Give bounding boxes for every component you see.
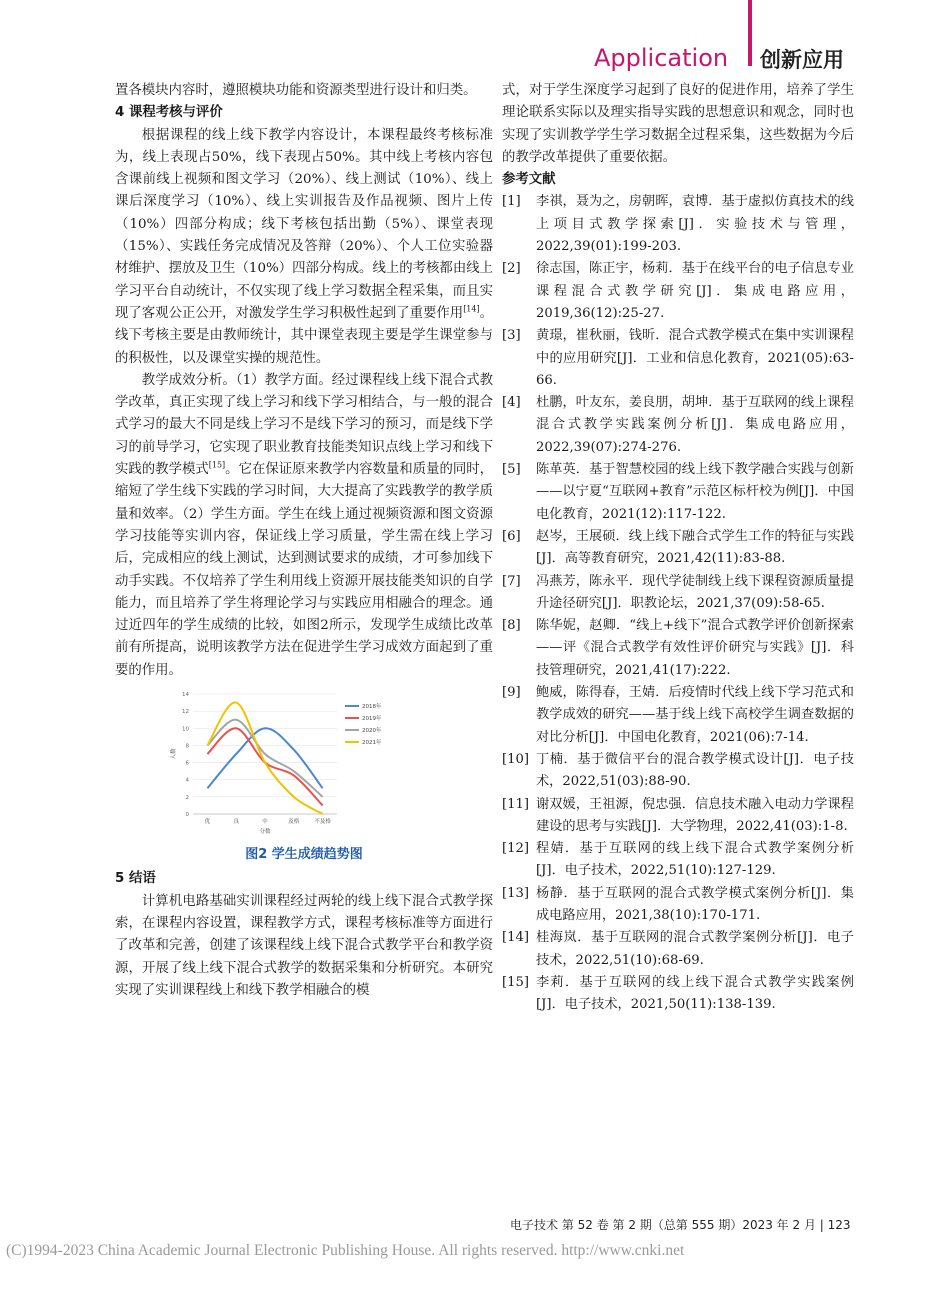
reference-item <box>502 615 854 682</box>
reference-text: 杜鹏，叶友东，姜良朋，胡坤．基于互联网的线上课程混合式教学实践案例分析[J]．集成电路应用，2022,39(07):274-276. <box>536 395 854 455</box>
header-section-en: Application <box>594 44 729 72</box>
y-tick-label: 0 <box>185 812 189 819</box>
copyright-watermark: (C)1994-2023 China Academic Journal Electronic Publishing House. All rights reserved. http://www.cnki.net <box>6 1242 685 1259</box>
reference-text: 李祺，聂为之，房朝晖，袁博．基于虚拟仿真技术的线上项目式教学探索[J]．实验技术与管理，2022,39(01):199-203. <box>536 194 854 255</box>
reference-item <box>502 972 854 1017</box>
reference-number: [14] <box>502 930 530 946</box>
reference-number: [10] <box>502 751 530 767</box>
reference-text: 鲍威，陈得春，王婧．后疫情时代线上线下学习范式和教学成效的研究——基于线上线下高校学生调查数据的对比分析[J]．中国电化教育，2021(06):7-14. <box>536 685 854 745</box>
header-section-zh: 创新应用 <box>760 48 844 72</box>
x-tick-label: 及格 <box>288 819 300 826</box>
y-tick-label: 2 <box>185 794 189 801</box>
y-axis-label: 人数 <box>171 748 177 760</box>
paragraph-assessment: 根据课程的线上线下教学内容设计，本课程最终考核标准为，线上表现占50%，线下表现占50%。其中线上考核内容包含课前线上视频和图文学习（20%）、线上测试（10%）、线上课后深度学习（10%）、线上实训报告及作品视频、图片上传（10%）四部分构成；线下考核包括出勤（5%）、课堂表现（15%）、实践任务完成情况及答辩（20%）、个人工位实验器材维护、摆放及卫生（10%）四部分构成。线上的考核都由线上学习平台自动统计，不仅实现了线上学习数据全程采集，而且实现了客观公正公开，对激发学生学习积极性起到了重要作用[14]。线下考核主要是由教师统计，其中课堂表现主要是学生课堂参与的积极性，以及课堂实操的规范性。 <box>115 127 494 366</box>
trend-chart <box>167 686 407 842</box>
x-axis-label: 分数 <box>259 829 271 836</box>
reference-item <box>502 838 854 883</box>
reference-text: 徐志国，陈正宇，杨莉．基于在线平台的电子信息专业课程混合式教学研究[J]．集成电路应用，2019,36(12):25-27. <box>536 261 854 321</box>
reference-item <box>502 749 854 794</box>
reference-text: 陈革英．基于智慧校园的线上线下教学融合实践与创新——以宁夏“互联网+教育”示范区标杆校为例[J]．中国电化教育，2021(12):117-122. <box>536 462 854 522</box>
reference-number: [8] <box>502 618 521 634</box>
x-tick-label: 不及格 <box>314 819 331 826</box>
paragraph-continued: 置各模块内容时，遵照模块功能和资源类型进行设计和归类。 <box>115 83 477 98</box>
reference-text: 谢双媛，王祖源，倪忠强．信息技术融入电动力学课程建设的思考与实践[J]．大学物理，2022,41(03):1-8. <box>536 796 854 834</box>
y-tick-label: 8 <box>185 743 189 750</box>
reference-item <box>502 571 854 616</box>
reference-item <box>502 258 854 325</box>
reference-list <box>502 191 854 1016</box>
reference-text: 程婧．基于互联网的线上线下混合式教学案例分析[J]．电子技术，2022,51(10):127-129. <box>536 841 854 879</box>
reference-item <box>502 927 854 972</box>
reference-number: [12] <box>502 841 530 857</box>
reference-item <box>502 325 854 392</box>
reference-text: 冯燕芳，陈永平．现代学徒制线上线下课程资源质量提升途径研究[J]．职教论坛，2021,37(09):58-65. <box>536 573 854 611</box>
references-heading: 参考文献 <box>502 172 556 188</box>
reference-text: 桂海岚．基于互联网的混合式教学案例分析[J]．电子技术，2022,51(10):68-69. <box>536 930 854 968</box>
paragraph-conclusion: 计算机电路基础实训课程经过两轮的线上线下混合式教学探索，在课程内容设置，课程教学方式，课程考核标准等方面进行了改革和完善，创建了该课程线上线下混合式教学平台和教学资源，开展了线上线下混合式教学的数据采集和分析研究。本研究实现了实训课程线上和线下教学相融合的模 <box>115 893 493 998</box>
x-tick-label: 优 <box>204 819 211 826</box>
reference-text: 李莉．基于互联网的线上线下混合式教学实践案例[J]．电子技术，2021,50(11):138-139. <box>536 974 854 1013</box>
x-tick-label: 中 <box>262 819 268 826</box>
legend-label: 2020年 <box>362 728 382 735</box>
reference-item <box>502 526 854 571</box>
y-tick-label: 6 <box>185 760 189 767</box>
citation-14[interactable]: [14] <box>463 304 480 314</box>
citation-15[interactable]: [15] <box>208 460 226 470</box>
reference-text: 丁楠．基于微信平台的混合教学模式设计[J]．电子技术，2022,51(03):88-90. <box>536 751 854 790</box>
reference-number: [2] <box>502 261 521 277</box>
section-heading-4: 4 课程考核与评价 <box>115 105 223 121</box>
series-line-2021年 <box>207 702 322 814</box>
y-tick-label: 12 <box>182 709 189 716</box>
reference-number: [13] <box>502 885 530 901</box>
reference-number: [5] <box>502 462 521 478</box>
reference-item <box>502 794 854 839</box>
reference-number: [3] <box>502 328 521 344</box>
legend-label: 2019年 <box>362 716 382 723</box>
reference-item <box>502 191 854 258</box>
page-footer: 电子技术 第 52 卷 第 2 期（总第 555 期）2023 年 2 月 | 123 <box>510 1218 851 1232</box>
left-column <box>115 80 493 1002</box>
reference-number: [11] <box>502 796 530 812</box>
reference-number: [6] <box>502 528 521 544</box>
reference-number: [7] <box>502 573 521 589</box>
series-line-2018年 <box>207 728 322 788</box>
reference-number: [15] <box>502 974 530 990</box>
y-tick-label: 4 <box>185 777 189 784</box>
reference-item <box>502 392 854 459</box>
reference-item <box>502 883 854 928</box>
figure-caption: 图2 学生成绩趋势图 <box>245 847 363 863</box>
reference-number: [1] <box>502 194 521 210</box>
reference-number: [9] <box>502 685 521 701</box>
reference-item <box>502 682 854 749</box>
x-tick-label: 良 <box>233 819 239 826</box>
right-column <box>502 80 854 1016</box>
reference-text: 黄璟，崔秋丽，钱昕．混合式教学模式在集中实训课程中的应用研究[J]．工业和信息化教育，2021(05):63-66. <box>536 328 854 388</box>
y-tick-label: 10 <box>182 726 189 733</box>
reference-text: 杨静．基于互联网的混合式教学模式案例分析[J]．集成电路应用，2021,38(10):170-171. <box>536 885 854 923</box>
paragraph-continued-right: 式，对于学生深度学习起到了良好的促进作用，培养了学生理论联系实际以及理实指导实践的思想意识和观念，同时也实现了实训教学学生学习数据全过程采集，这些数据为今后的教学改革提供了重要依据。 <box>502 83 854 165</box>
figure-2 <box>115 686 493 866</box>
reference-text: 赵岑，王展硕．线上线下融合式学生工作的特征与实践[J]．高等教育研究，2021,42(11):83-88. <box>536 528 854 567</box>
reference-item <box>502 459 854 526</box>
section-heading-5: 5 结语 <box>115 871 156 887</box>
reference-number: [4] <box>502 395 521 411</box>
reference-text: 陈华妮，赵卿．“线上+线下”混合式教学评价创新探索——评《混合式教学有效性评价研究与实践》[J]．科技管理研究，2021,41(17):222. <box>536 618 854 678</box>
header-accent-bar <box>748 0 752 66</box>
y-tick-label: 14 <box>182 692 189 699</box>
legend-label: 2021年 <box>362 740 382 747</box>
legend-label: 2018年 <box>362 704 382 711</box>
paragraph-effect-analysis: 教学成效分析。（1）教学方面。经过课程线上线下混合式教学改革，真正实现了线上学习和线下学习相结合，与一般的混合式学习的最大不同是线上学习不是线下学习的预习，而是线下学习的前导学习，它实现了职业教育技能类知识点线上学习和线下实践的教学模式[15]。它在保证原来教学内容数量和质量的同时，缩短了学生线下实践的学习时间，大大提高了实践教学的教学质量和效率。（2）学生方面。学生在线上通过视频资源和图文资源学习技能等实训内容，保证线上学习质量，学生需在线上学习后，完成相应的线上测试，达到测试要求的成绩，才可参加线下动手实践。不仅培养了学生利用线上资源开展技能类知识的自学能力，而且培养了学生将理论学习与实践应用相融合的理念。通过近四年的学生成绩的比较，如图2所示，发现学生成绩比改革前有所提高，说明该教学方法在促进学生学习成效方面起到了重要的作用。 <box>115 372 494 678</box>
